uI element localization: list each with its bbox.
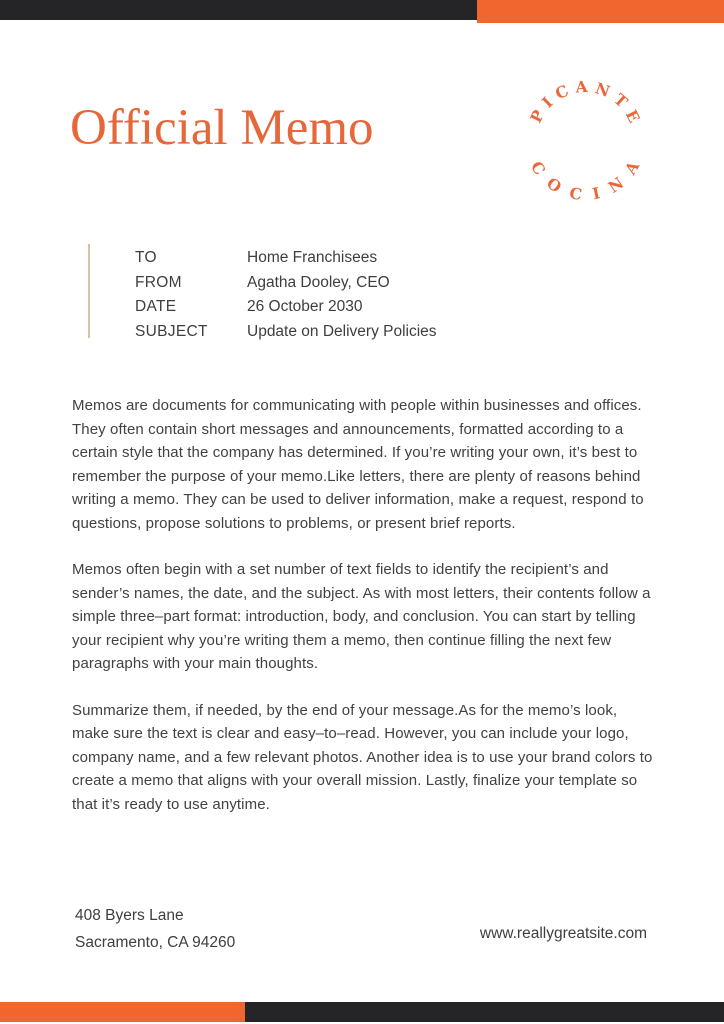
footer-website: www.reallygreatsite.com <box>479 925 647 942</box>
logo-text-bottom: COCINA <box>526 157 644 205</box>
top-bar-orange <box>477 0 724 23</box>
field-label: SUBJECT <box>135 322 208 340</box>
memo-body <box>72 394 654 839</box>
field-row-from <box>135 271 437 296</box>
address-line-1: 408 Byers Lane <box>75 907 184 924</box>
field-label: TO <box>135 249 157 266</box>
brand-logo <box>500 55 670 225</box>
field-row-subject <box>135 320 437 345</box>
memo-paragraph-1: Memos are documents for communicating with people within businesses and offices. They often contain short messages and announcements, formatted according to a certain style that the company has determined. If you’re writing your own, it’s best to remember the purpose of your memo.Like letters, there are plenty of reasons behind writing a memo. They can be used to deliver information, make a request, respond to questions, propose solutions to problems, or present brief reports. <box>72 397 644 532</box>
address-line-2: Sacramento, CA 94260 <box>75 933 236 951</box>
field-row-to <box>135 246 437 271</box>
field-label: FROM <box>135 273 182 291</box>
top-bar-dark <box>0 0 477 20</box>
page-title: Official Memo <box>70 100 374 156</box>
fields-divider-line <box>88 244 90 338</box>
field-value: 26 October 2030 <box>247 298 363 316</box>
footer-address <box>75 903 235 956</box>
field-value: Update on Delivery Policies <box>247 322 437 340</box>
field-label: DATE <box>135 298 177 316</box>
field-value: Agatha Dooley, CEO <box>247 273 390 291</box>
bottom-bar-dark <box>245 1002 724 1022</box>
memo-paragraph-2: Memos often begin with a set number of text fields to identify the recipient’s and sender’s names, the date, and the subject. As with most letters, their contents follow a simple three–part format: introduction, body, and conclusion. You can start by telling your recipient why you’re writing them a memo, then continue filling the next few paragraphs with your main thoughts. <box>72 561 651 672</box>
logo-text-top: PICANTE <box>525 76 645 126</box>
bottom-bar-orange <box>0 1002 245 1022</box>
memo-paragraph-3: Summarize them, if needed, by the end of your message.As for the memo’s look, make sure the text is clear and easy–to–read. However, you can include your logo, company name, and a few relevant photos. Another idea is to use your brand colors to create a memo that aligns with your overall mission. Lastly, finalize your template so that it’s ready to use anytime. <box>72 701 653 813</box>
field-row-date <box>135 295 437 320</box>
field-value: Home Franchisees <box>247 249 378 266</box>
memo-fields <box>135 246 437 344</box>
